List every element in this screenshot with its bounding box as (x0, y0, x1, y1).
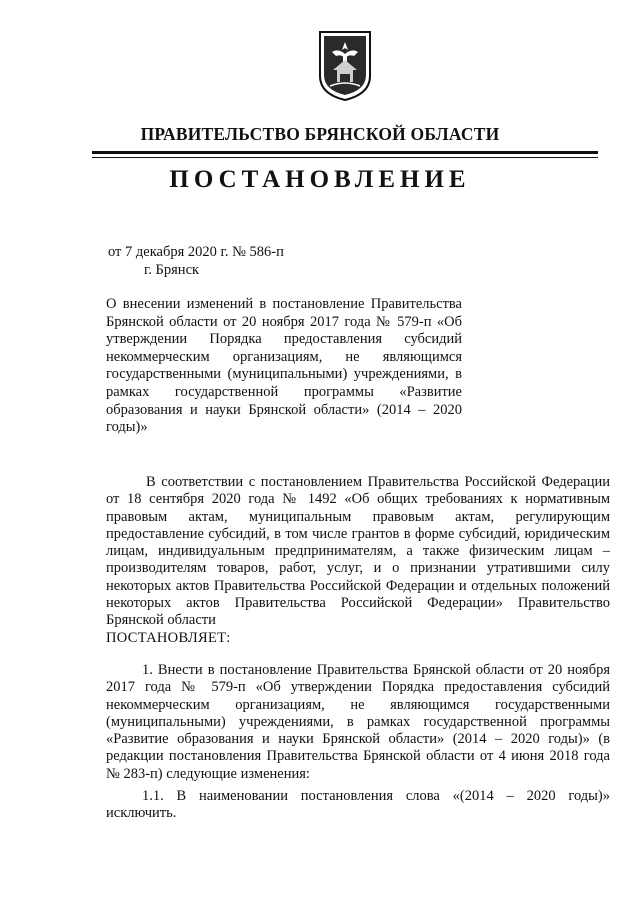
item-1-1-paragraph: 1.1. В наименовании постановления слова «(2014 – 2020 годы)» исключить. (106, 788, 610, 822)
item-1-paragraph: 1. Внести в постановление Правительства Брянской области от 20 ноября 2017 года № 579-п «Об утверждении Порядка предоставления субсидий некоммерческим организациям, не являющимся государственными (муниципальными) учреждениями, в рамках государственной программы «Развитие образования и науки Брянской области» (2014 – 2020 годы)» (в редакции постановления Правительства Брянской области от 4 июня 2018 года № 283-п) следующие изменения: (106, 662, 610, 782)
preamble-paragraph: В соответствии с постановлением Правительства Российской Федерации от 18 сентября 2020 года № 1492 «Об общих требованиях к нормативным правовым актам, муниципальным правовым актам, регулирующим предоставление субсидий, в том числе грантов в форме субсидий, юридическим лицам, индивидуальным предпринимателям, а также физическим лицам – производителям товаров, работ, услуг, и о признании утратившими силу некоторых актов Правительства Российской Федерации и отдельных положений некоторых актов Правительства Российской Федерации» Правительство Брянской области (106, 474, 610, 629)
document-type-title: ПОСТАНОВЛЕНИЕ (169, 166, 471, 193)
header-rule-thin (92, 157, 598, 158)
organization-title: ПРАВИТЕЛЬСТВО БРЯНСКОЙ ОБЛАСТИ (140, 124, 500, 144)
resolves-heading: ПОСТАНОВЛЯЕТ: (106, 630, 231, 646)
document-city: г. Брянск (144, 262, 200, 278)
header-rule-thick (92, 151, 598, 154)
coat-of-arms-icon (318, 30, 372, 102)
document-date-number: от 7 декабря 2020 г. № 586-п (108, 244, 284, 260)
document-subject: О внесении изменений в постановление Правительства Брянской области от 20 ноября 2017 года № 579-п «Об утверждении Порядка предоставления субсидий некоммерческим организациям, не являющимся государственными (муниципальными) учреждениями, в рамках государственной программы «Развитие образования и науки Брянской области» (2014 – 2020 годы)» (106, 296, 462, 436)
